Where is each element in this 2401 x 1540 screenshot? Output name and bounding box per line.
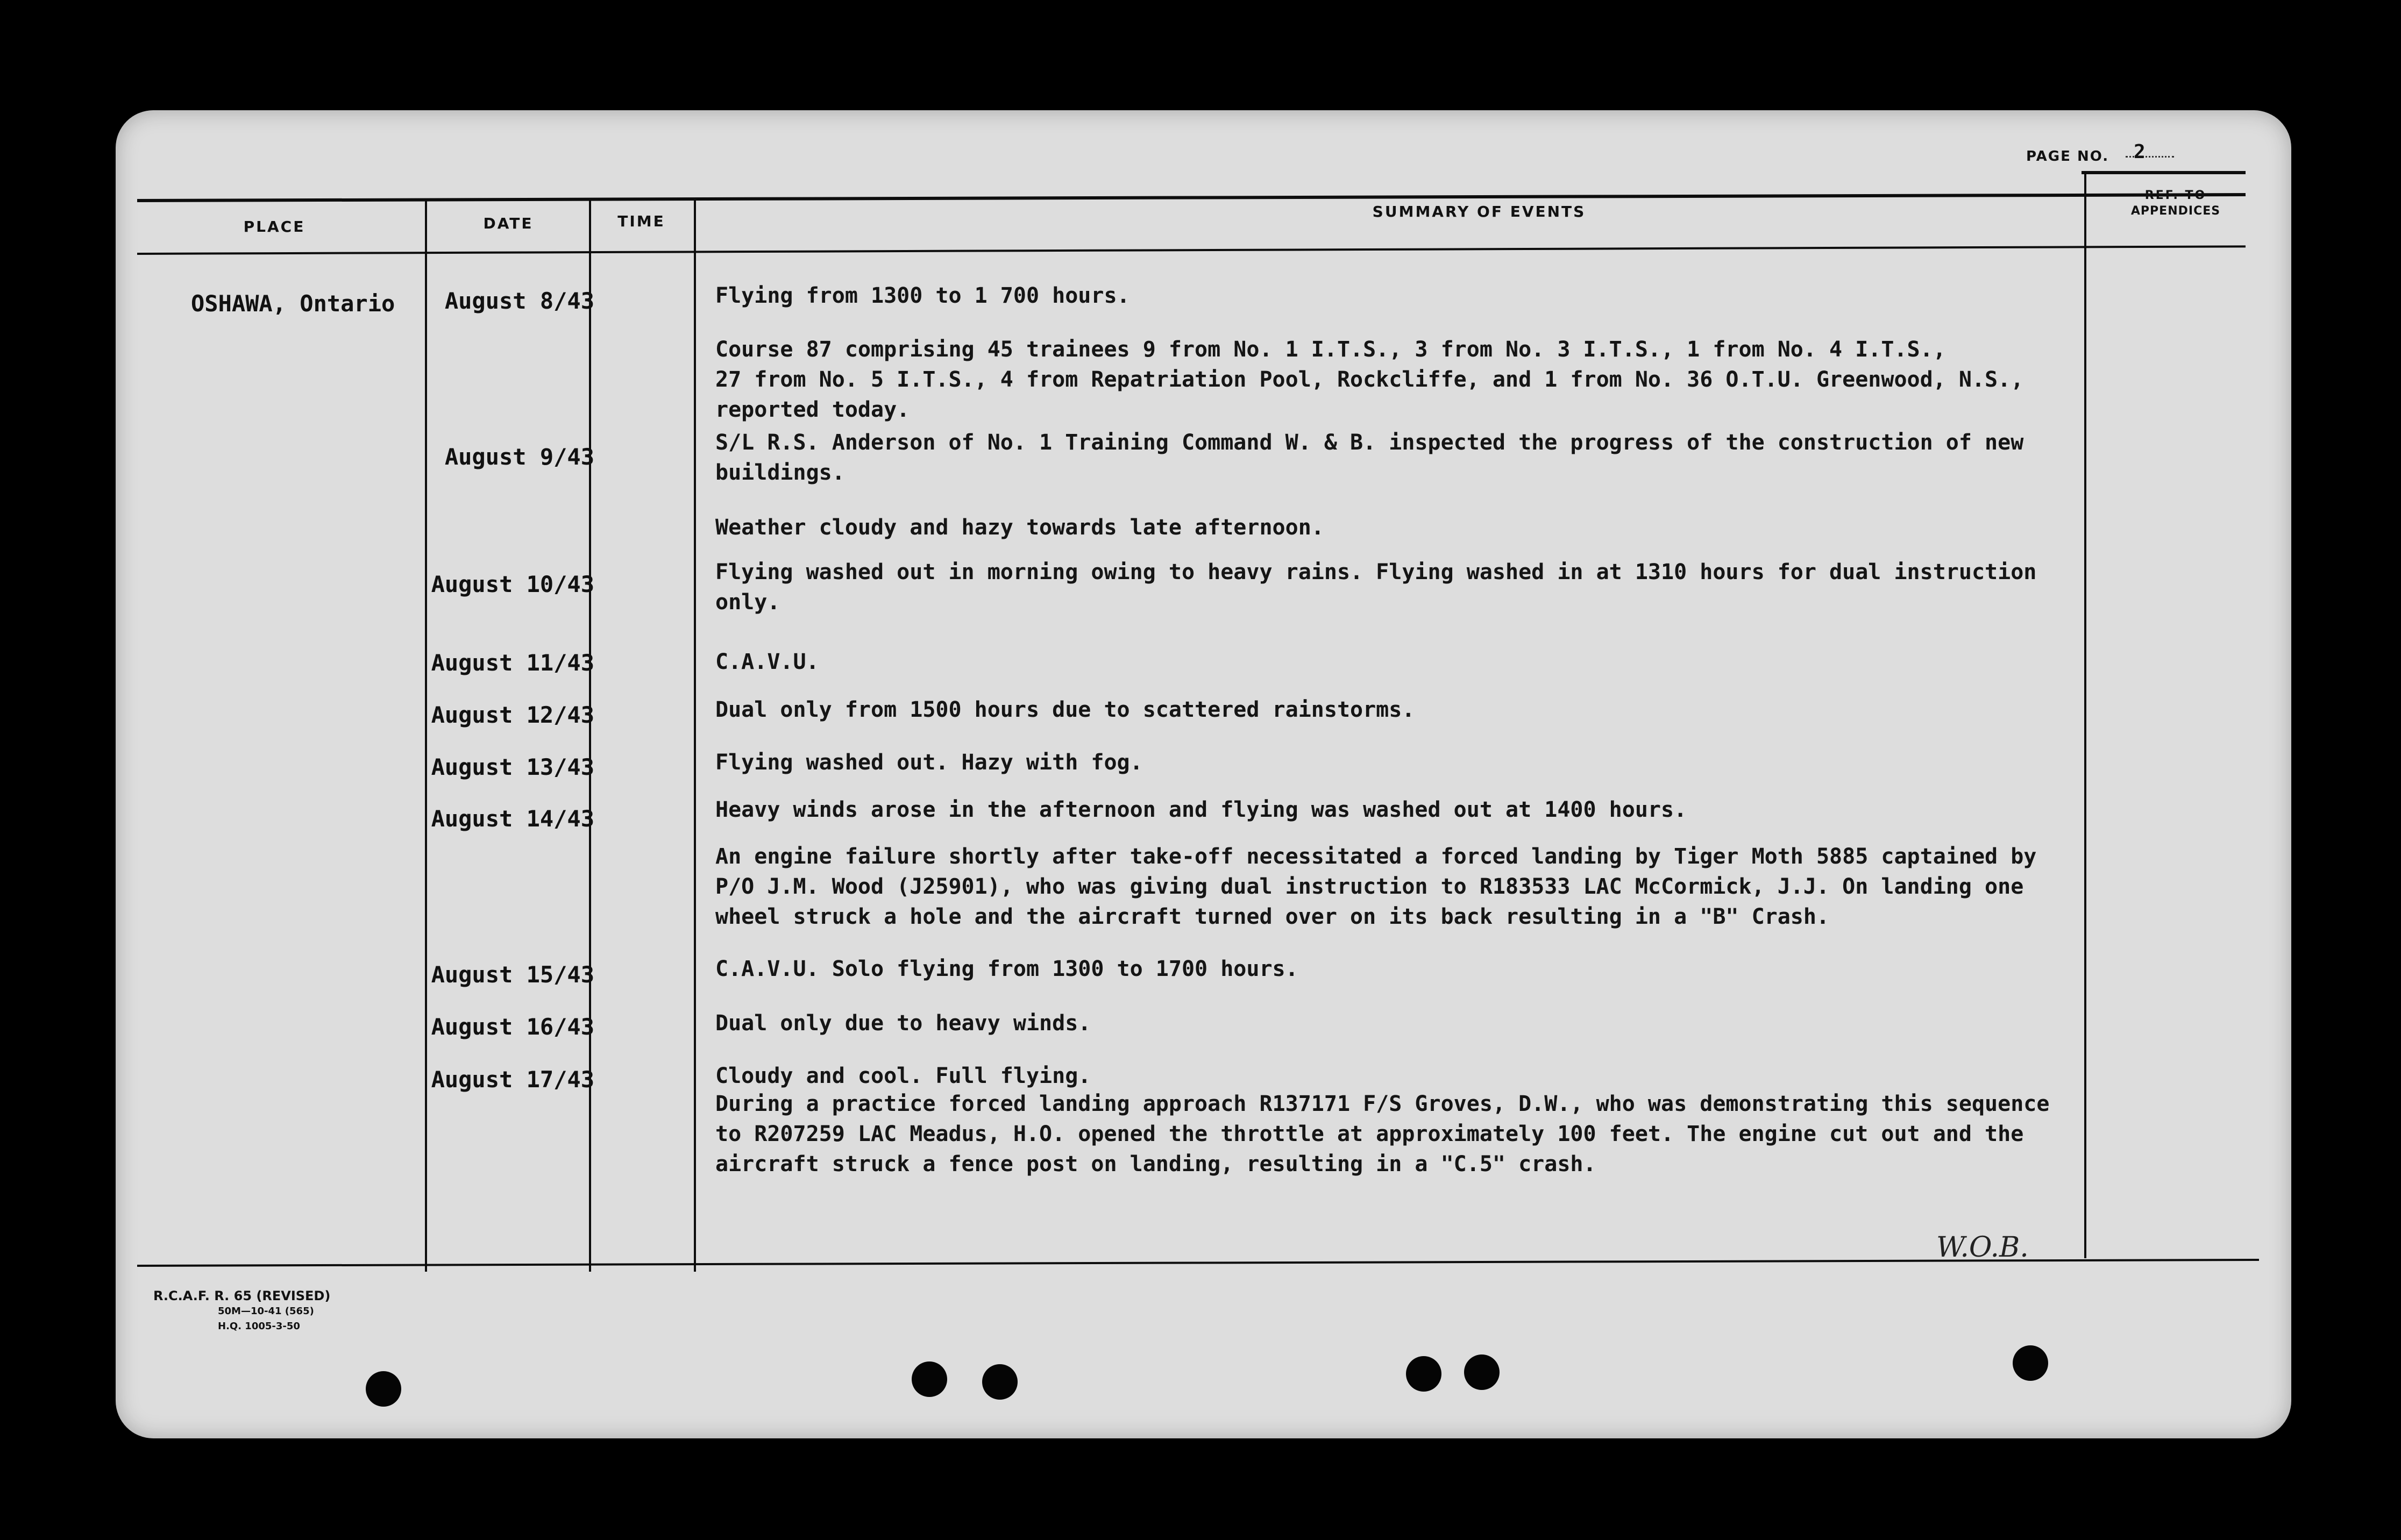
column-divider-time-summary — [694, 199, 696, 1272]
column-divider-date-time — [589, 199, 591, 1272]
event-entry: C.A.V.U. Solo flying from 1300 to 1700 hours. — [715, 957, 1298, 981]
event-entry: During a practice forced landing approach R137171 F/S Groves, D.W., who was demonstrating this sequence to R207259 LAC Meadus, H.O. opened the throttle at approximately 100 feet. The engine cut out and the aircraft struck a fence post on landing, resulting in a "C.5" crash. — [715, 1092, 2050, 1177]
form-identifier-line: 50M—10-41 (565) — [218, 1306, 314, 1317]
event-entry: Weather cloudy and hazy towards late afternoon. — [715, 515, 1324, 540]
date-cell: August 13/43 — [431, 754, 594, 780]
header-date: DATE — [483, 215, 534, 232]
form-identifier-line: H.Q. 1005-3-50 — [218, 1321, 300, 1332]
event-entry: Flying washed out in morning owing to heavy rains. Flying washed in at 1310 hours for dual instruction only. — [715, 560, 2037, 615]
place-cell: OSHAWA, Ontario — [191, 290, 395, 317]
event-entry: Flying washed out. Hazy with fog. — [715, 750, 1143, 775]
header-ref-line1: REF. TO — [2144, 189, 2207, 202]
event-entry: Dual only from 1500 hours due to scattered rainstorms. — [715, 697, 1415, 722]
event-entry: C.A.V.U. — [715, 650, 819, 674]
top-rule-right — [2082, 171, 2246, 174]
event-entry: S/L R.S. Anderson of No. 1 Training Command W. & B. inspected the progress of the construction of new buildings. — [715, 430, 2024, 485]
handwritten-initials: W.O.B. — [1936, 1231, 2029, 1264]
date-cell: August 11/43 — [431, 650, 594, 676]
date-cell: August 10/43 — [431, 571, 594, 597]
page-number — [2026, 141, 2147, 165]
punch-hole — [1406, 1356, 1441, 1392]
date-cell: August 16/43 — [431, 1014, 594, 1040]
date-cell: August 9/43 — [444, 444, 594, 470]
column-divider-place-date — [425, 199, 427, 1272]
form-identifier — [153, 1288, 330, 1334]
event-entry: Cloudy and cool. Full flying. — [715, 1064, 1091, 1088]
page-number-value: 2 — [2134, 141, 2147, 163]
event-entry: An engine failure shortly after take-off necessitated a forced landing by Tiger Moth 5885 captained by P/O J.M. Wood (J25901), who was giving dual instruction to R183533 LAC McCormick, J.J. On landing one wheel struck a hole and the aircraft turned over on its back resulting in a "B" Crash. — [715, 844, 2037, 929]
punch-hole — [366, 1371, 401, 1407]
header-time: TIME — [617, 212, 665, 230]
header-summary: SUMMARY OF EVENTS — [1372, 203, 1586, 220]
punch-hole — [982, 1364, 1018, 1400]
event-entry: Heavy winds arose in the afternoon and flying was washed out at 1400 hours. — [715, 797, 1687, 822]
date-cell: August 8/43 — [444, 288, 594, 314]
page-number-dotted-line — [2126, 156, 2174, 158]
punch-hole — [2013, 1345, 2048, 1381]
event-entry: Dual only due to heavy winds. — [715, 1011, 1091, 1036]
date-cell: August 14/43 — [431, 805, 594, 832]
date-cell: August 12/43 — [431, 702, 594, 728]
event-entry: Flying from 1300 to 1 700 hours. — [715, 283, 1130, 308]
date-cell: August 17/43 — [431, 1066, 594, 1093]
punch-hole — [1464, 1354, 1500, 1390]
header-ref-line2: APPENDICES — [2130, 204, 2221, 218]
date-cell: August 15/43 — [431, 961, 594, 988]
form-identifier-line: R.C.A.F. R. 65 (REVISED) — [153, 1288, 331, 1303]
event-entry: Course 87 comprising 45 trainees 9 from No. 1 I.T.S., 3 from No. 3 I.T.S., 1 from No. 4 I.T.S., 27 from No. 5 I.T.S., 4 from Repatriation Pool, Rockcliffe, and 1 from No. 36 O.T.U. Greenwood, N.S., reported today. — [715, 337, 2024, 422]
header-place: PLACE — [243, 218, 306, 236]
punch-hole — [912, 1361, 947, 1397]
page-number-label: PAGE NO. — [2026, 148, 2109, 165]
